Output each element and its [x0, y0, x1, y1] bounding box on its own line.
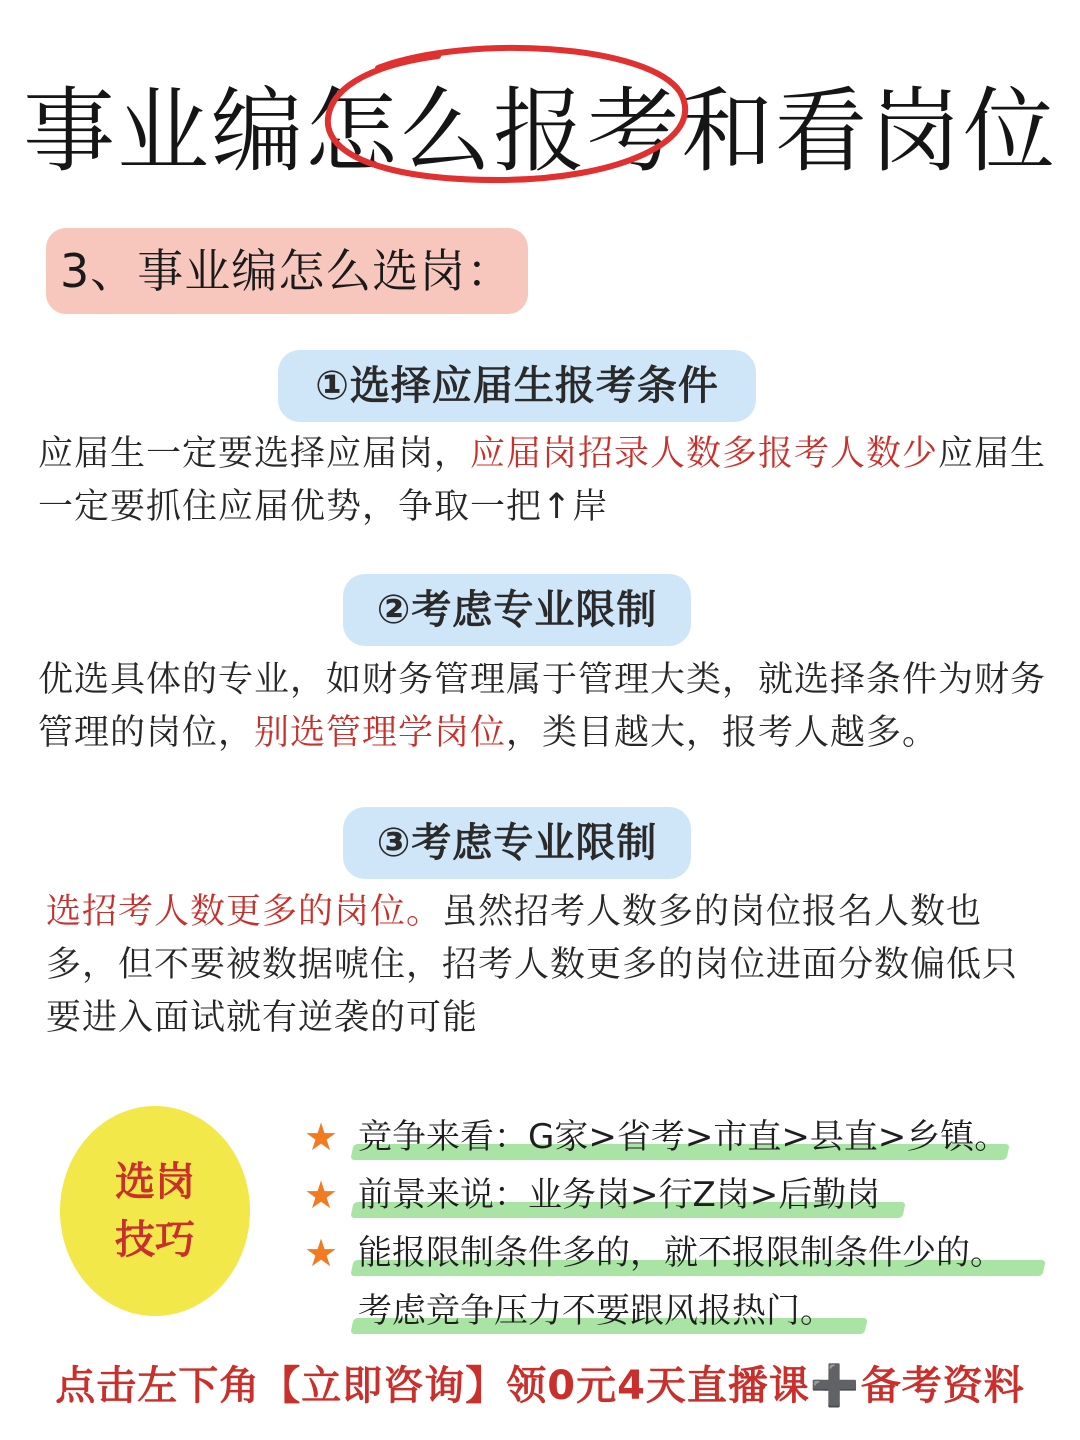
item-3-paragraph [46, 886, 1036, 1045]
item-3-text: 虽然招考人数多的岗位报名人数也多，但不要被数据唬住，招考人数更多的岗位进面分数偏低只要进入面试就有逆袭的可能 [46, 892, 1019, 1038]
tip-text: 考虑竞争压力不要跟风报热门。 [358, 1291, 834, 1331]
tip-item [300, 1166, 1070, 1224]
item-1-highlight: 应届岗招录人数多报考人数少 [470, 434, 939, 474]
cta-suffix[interactable]: 备考资料 [860, 1363, 1025, 1409]
tips-badge [60, 1106, 250, 1316]
star-icon: ★ [303, 1115, 339, 1159]
red-circle-highlight [318, 40, 696, 186]
item-3-highlight: 选招考人数更多的岗位。 [46, 892, 443, 932]
item-1-paragraph [38, 428, 1048, 534]
item-2-highlight: 别选管理学岗位 [254, 713, 507, 753]
item-2-paragraph [38, 654, 1048, 760]
cta-text[interactable]: 点击左下角【立即咨询】领0元4天直播课 [55, 1363, 810, 1409]
plus-icon: ➕ [809, 1363, 861, 1409]
cta-banner[interactable] [0, 1354, 1080, 1411]
item-1-text-a: 应届生一定要选择应届岗， [38, 434, 471, 474]
item-1-label: ①选择应届生报考条件 [278, 350, 756, 422]
star-icon: ★ [303, 1173, 339, 1217]
item-2-text-a: 优选具体的专业，如财务管理属于管理大类，就选择条件为财务管理的岗位， [38, 660, 1047, 753]
section-heading: 3、事业编怎么选岗： [46, 228, 528, 314]
tip-text: 竞争来看：G家>省考>市直>县直>乡镇。 [358, 1117, 1009, 1157]
page-title: 事业编怎么报考和看岗位 [22, 78, 1057, 185]
tip-text: 能报限制条件多的，就不报限制条件少的。 [358, 1233, 1004, 1273]
star-icon: ★ [303, 1231, 339, 1275]
tips-list [300, 1108, 1070, 1340]
tips-badge-label: 选岗技巧 [115, 1159, 195, 1263]
item-3-label: ③考虑专业限制 [343, 807, 691, 879]
item-2-text-b: ，类目越大，报考人越多。 [506, 713, 939, 753]
item-1-text-b: 应届生一定要抓住应届优势，争取一把↑岸 [38, 434, 1047, 527]
tip-item [300, 1224, 1070, 1282]
tip-item [300, 1108, 1070, 1166]
tip-item [300, 1282, 1070, 1340]
tip-text: 前景来说：业务岗>行Z岗>后勤岗 [358, 1175, 881, 1215]
item-2-label: ②考虑专业限制 [343, 574, 691, 646]
